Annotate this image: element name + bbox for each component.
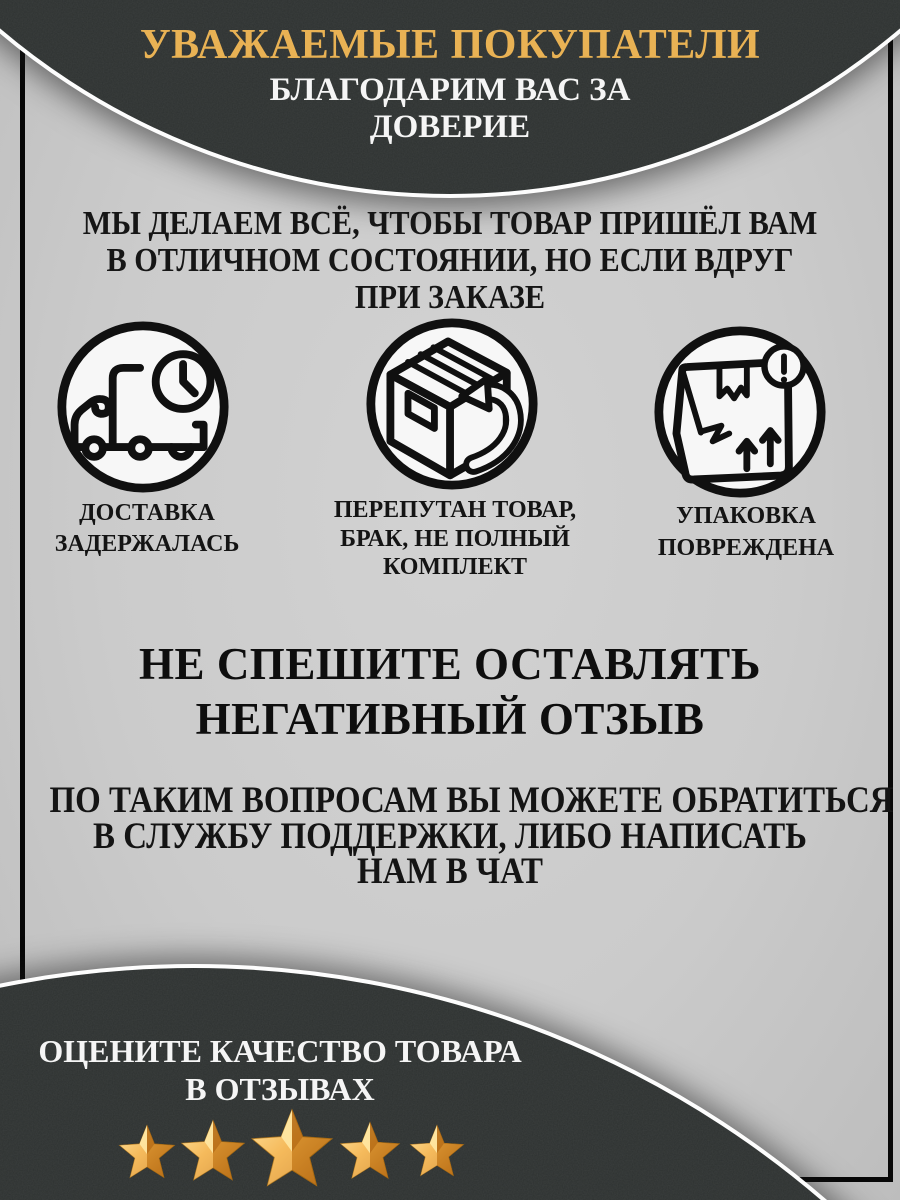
rating-star-icon — [118, 1124, 176, 1182]
support-line: ПО ТАКИМ ВОПРОСАМ ВЫ МОЖЕТЕ ОБРАТИТЬСЯ — [49, 780, 894, 821]
footer-line: ОЦЕНИТЕ КАЧЕСТВО ТОВАРА — [38, 1033, 522, 1069]
header-subtitle — [0, 72, 900, 146]
damaged-package-icon — [652, 324, 828, 500]
intro-text — [0, 205, 900, 316]
subtitle-line: ДОВЕРИЕ — [369, 109, 531, 145]
support-line: НАМ В ЧАТ — [357, 851, 543, 892]
footer-line: В ОТЗЫВАХ — [185, 1071, 375, 1107]
issue-label-delivery: ДОСТАВКА ЗАДЕРЖАЛАСЬ — [54, 500, 240, 557]
issue-label-wrong-item: ПЕРЕПУТАН ТОВАР, БРАК, НЕ ПОЛНЫЙ КОМПЛЕКТ — [333, 497, 577, 580]
intro-line: ПРИ ЗАКАЗЕ — [354, 279, 546, 316]
box-return-icon — [364, 316, 540, 492]
warning-headline — [0, 637, 900, 747]
intro-line: В ОТЛИЧНОМ СОСТОЯНИИ, НО ЕСЛИ ВДРУГ — [106, 242, 794, 279]
subtitle-line: БЛАГОДАРИМ ВАС ЗА — [269, 72, 631, 108]
intro-line: МЫ ДЕЛАЕМ ВСЁ, ЧТОБЫ ТОВАР ПРИШЁЛ ВАМ — [82, 205, 818, 242]
rating-star-icon — [250, 1108, 334, 1192]
rating-star-icon — [339, 1121, 401, 1183]
footer-cta — [0, 1032, 560, 1108]
support-text — [0, 780, 900, 892]
rating-star-icon — [409, 1124, 465, 1180]
rating-star-icon — [180, 1119, 246, 1185]
warning-line: НЕГАТИВНЫЙ ОТЗЫВ — [195, 694, 705, 744]
support-line: В СЛУЖБУ ПОДДЕРЖКИ, ЛИБО НАПИСАТЬ — [93, 815, 807, 857]
page-title — [0, 24, 900, 66]
title-line: УВАЖАЕМЫЕ ПОКУПАТЕЛИ — [139, 22, 761, 68]
delivery-truck-clock-icon — [55, 319, 231, 495]
issue-label-damaged-packaging: УПАКОВКА ПОВРЕЖДЕНА — [657, 503, 835, 561]
warning-line: НЕ СПЕШИТЕ ОСТАВЛЯТЬ — [139, 639, 761, 689]
